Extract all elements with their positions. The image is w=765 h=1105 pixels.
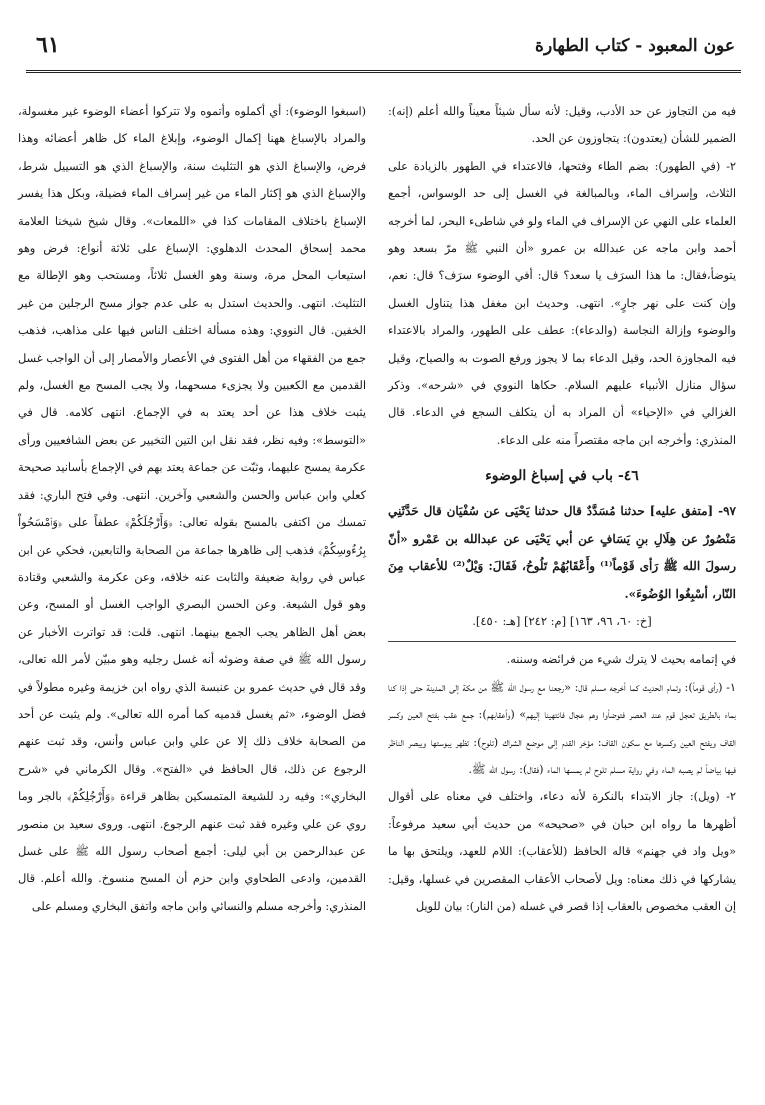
separator [388, 641, 736, 642]
page-number: ٦١ [36, 32, 60, 58]
paragraph: (اسبغوا الوضوء): أي أكملوه وأتموه ولا تتركوا أعضاء الوضوء غير مغسولة، والمراد بالإسباغ ههنا إكمال الوضوء، وإبلاغ الماء كل ظاهر أعضائه وهذا فرض، والإسباغ الذي هو التثليث سنة، والإسباغ الذي هو التسييل شرط، والإسباغ الذي هو إكثار الماء من غير إسراف الماء فضيلة، وبكل هذا يفسر الإسباغ باختلاف المقامات كذا في «اللمعات». وقال شيخ شيخنا العلامة محمد إسحاق المحدث الدهلوي: الإسباغ على ثلاثة أنواع: فرض وهو استيعاب المحل مرة، وسنة وهو الغسل ثلاثاً، ومستحب وهو الإطالة مع التثليث. انتهى. والحديث استدل به على عدم جواز مسح الرجلين من غير الخفين. قال النووي: وهذه مسألة اختلف الناس فيها على مذاهب، فذهب جمع من الفقهاء من أهل الفتوى في الأعصار والأمصار إلى أن الواجب غسل القدمين مع الكعبين ولا يجزىء مسحهما، ولا يجب المسح مع الغسل، ولم يثبت خلاف هذا عن أحد يعتد به في الإجماع. انتهى كلامه. قال في «التوسط»: وفيه نظر، فقد نقل ابن التين التخيير عن بعض الشافعيين ورأى عكرمة يمسح عليهما، وثبّت عن جماعة يعتد بهم في الإجماع بأسانيد صحيحة كعلي وابن عباس والحسن والشعبي وآخرين. انتهى. وفي فتح الباري: فقد تمسك من اكتفى بالمسح بقوله تعالى: ﴿وَأَرْجُلَكُمْ﴾ عطفاً على ﴿وَٱمْسَحُواْ بِرُءُوسِكُمْ﴾ فذهب إلى ظاهرها جماعة من الصحابة والتابعين، فحكي عن ابن عباس في رواية ضعيفة والثابت عنه خلافه، وعن عكرمة والشعبي وقتادة وهو قول الشيعة. وعن الحسن البصري الواجب الغسل أو المسح، وعن بعض أهل الظاهر يجب الجمع بينهما. انتهى. قلت: قد تواترت الأخبار عن رسول الله ﷺ في صفة وضوئه أنه غسل رجليه وهو مبيّن لأمر الله تعالى، وقد قال في حديث عمرو بن عنبسة الذي رواه ابن خزيمة وغيره مطولاً في فضل الوضوء، «ثم يغسل قدميه كما أمره الله تعالى». ولم يثبت عن أحد من الصحابة خلاف ذلك إلا عن علي وابن عباس وأنس، وقد ثبت عنهم الرجوع عن ذلك، قال الحافظ في «الفتح». وقال الكرماني في «شرح البخاري»: وفيه رد للشيعة المتمسكين بظاهر قراءة ﴿وَأَرْجُلِكُمْ﴾ بالجر وما روي عن علي وغيره فقد ثبت عنهم الرجوع. انتهى. وروى سعيد بن منصور عن عبدالرحمن بن أبي ليلى: أجمع أصحاب رسول الله ﷺ على غسل القدمين، وادعى الطحاوي وابن حزم أن المسح منسوخ. والله أعلم. قال المنذري: وأخرجه مسلم والنسائي وابن ماجه واتفق البخاري ومسلم على [18, 105, 366, 913]
paragraph: ٢- (في الطهور): بضم الطاء وفتحها، فالاعتداء في الطهور بالزيادة على الثلاث، وإسراف الماء، وبالمبالغة في الغسل إلى حد الوسواس، أجمع العلماء على النهي عن الإسراف في الماء ولو في شاطىء البحر، لما أخرجه أحمد وابن ماجه عن عبدالله بن عمرو «أن النبي ﷺ مرّ بسعد وهو يتوضأ،فقال: ما هذا السرَف يا سعد؟ قال: أفي الوضوء سرَف؟ قال: نعم، وإن كنت على نهر جارٍ». انتهى. وحديث ابن مغفل هذا يتناول الغسل والوضوء وإزالة النجاسة (والدعاء): عطف على الطهور، والمراد بالاعتداء فيه المجاوزة الحد، وقيل الدعاء بما لا يجوز ورفع الصوت به والصياح، وقيل سؤال منازل الأنبياء عليهم السلام. حكاها النووي في «شرحه». وذكر الغزالي في «الإحياء» أن المراد به أن يتكلف السجع في الدعاء. قال المنذري: وأخرجه ابن ماجه مقتصراً منه على الدعاء. [388, 159, 736, 447]
paragraph: فيه من التجاوز عن حد الأدب، وقيل: لأنه سأل شيئاً معيناً والله أعلم (إنه): الضمير للشأن (يعتدون): يتجاوزون عن الحد. [388, 105, 736, 146]
hadith-references: [خ: ٦٠، ٩٦، ١٦٣] [م: ٢٤٢] [هـ: ٤٥٠]. [472, 613, 652, 628]
paragraph: ١- (رأى قوماً): وتمام الحديث كما أخرجه مسلم قال: «رجعنا مع رسول الله ﷺ من مكة إلى المدينة حتى إذا كنا بماء بالطريق تعجل قوم عند العصر فتوضأوا وهم عجال فانتهينا إليهم» (وأعقابهم): جمع عقب بفتح العين وكسر القاف ويفتح العين وكسرها مع سكون القاف: مؤخر القدم إلى موضع الشراك (تلوح): تظهر يبوستها ويبصر الناظر فيها بياضاً لم يصبه الماء وفي رواية مسلم تلوح لم يمسها الماء (فقال): رسول الله ﷺ. [388, 680, 736, 776]
left-column [18, 98, 366, 920]
chapter-title: ٤٦- باب في إسباغ الوضوء [485, 468, 639, 485]
paragraph: ٢- (ويل): جاز الابتداء بالنكرة لأنه دعاء، واختلف في معناه على أقوال أظهرها ما رواه ابن حبان في «صحيحه» من حديث أبي سعيد مرفوعاً: «ويل واد في جهنم» قاله الحافظ (للأعقاب): اللام للعهد، ويلتحق بها ما يشاركها في ذلك معناه: ويل لأصحاب الأعقاب المقصرين في غسلها، وقيل: إن العقب مخصوص بالعقاب إذا قصر في غسله (من النار): بيان للويل [388, 790, 736, 913]
intro-note: في إتمامه بحيث لا يترك شيء من فرائضه وسننه. [506, 653, 736, 667]
page-header [26, 28, 741, 74]
running-title: عون المعبود - كتاب الطهارة [535, 36, 735, 56]
header-rule [26, 70, 741, 73]
right-column [388, 98, 736, 920]
hadith-text: ٩٧- [متفق عليه] حدثنا مُسَدَّدٌ قال حدثنا يَحْيَى عن سُفْيَان قال حَدَّثَنِي مَنْصُورٌ عن هِلَالِ بنِ يَسَافٍ عن أبي يَحْيَى عن عبدالله بن عَمْرو «أنّ رسولَ الله ﷺ رَأى قَوْماً⁽¹⁾ وأَعْقَابُهُمْ تَلُوحُ، فَقَالَ: وَيْلٌ⁽²⁾ للأعقاب مِنَ النّار، أسْبِغُوا الوُضُوءَ». [388, 504, 736, 601]
